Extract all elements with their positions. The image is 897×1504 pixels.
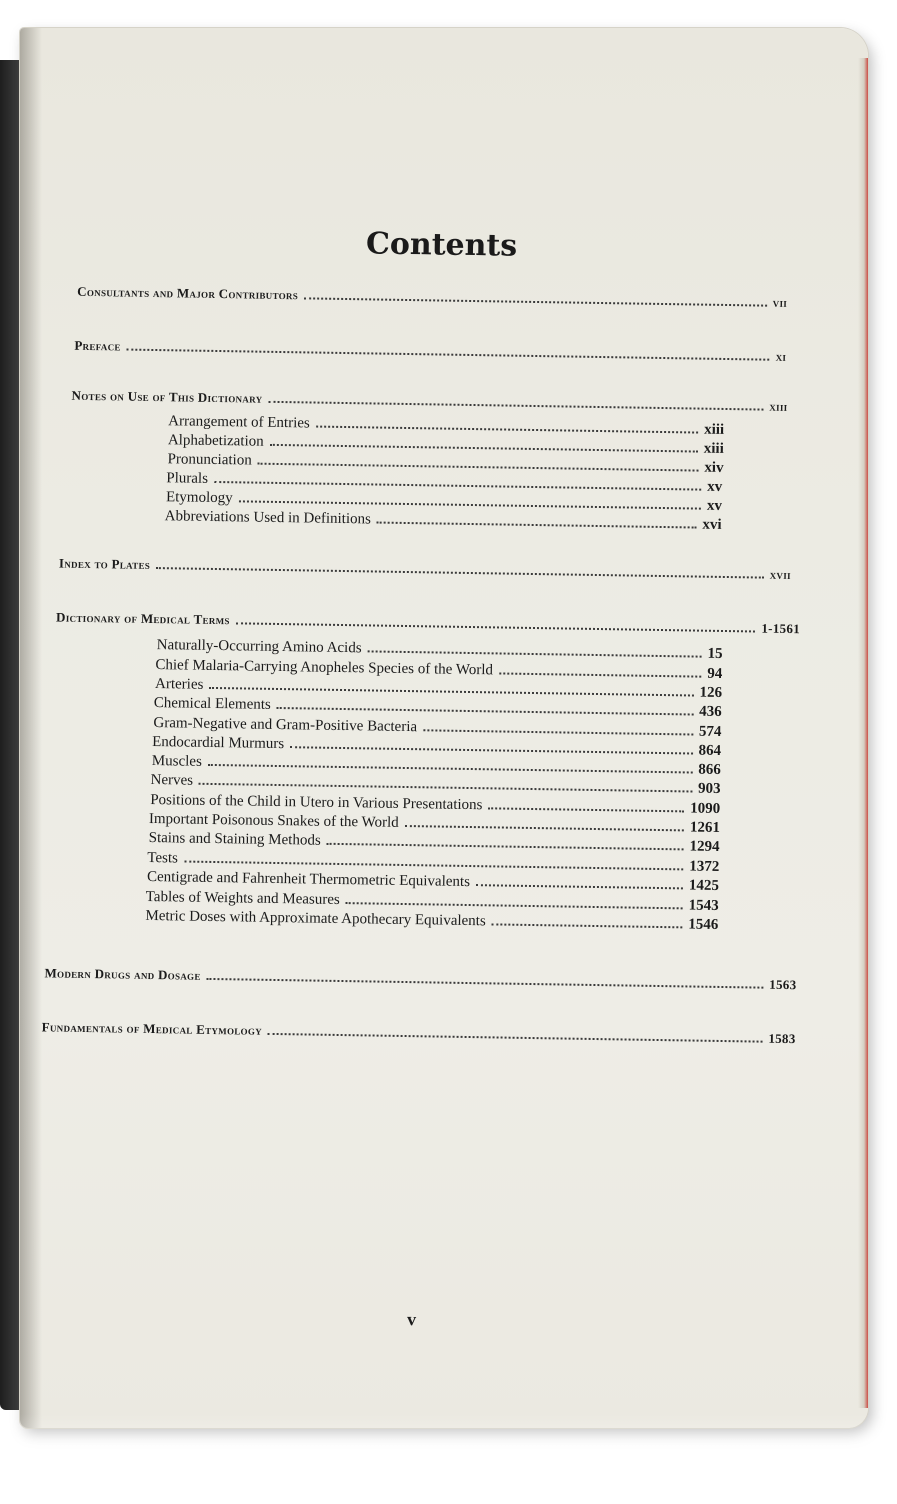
toc-subentry-page: 864 (698, 742, 722, 759)
toc-subentry-label: Metric Doses with Approximate Apothecary Equivalents (145, 907, 486, 930)
toc-entry (71, 388, 787, 415)
toc-subentry-page: xiv (704, 459, 724, 476)
toc-subentry-page: xvi (702, 516, 722, 533)
toc-subentry-label: Plurals (166, 470, 209, 487)
dot-leader (184, 861, 683, 871)
page-number: v (406, 1309, 417, 1330)
toc-entry-page: 1-1561 (761, 620, 801, 637)
toc-subentry-label: Chief Malaria-Carrying Anopheles Species of the World (155, 657, 494, 679)
dot-leader (258, 463, 699, 472)
toc-subentry-page: 574 (698, 723, 722, 740)
toc-entry-label: Fundamentals of Medical Etymology (41, 1019, 263, 1038)
toc-subentry-label: Tests (147, 849, 179, 867)
toc-subentry-label: Pronunciation (167, 451, 252, 469)
toc-subentry-page: xiii (703, 440, 724, 457)
toc-entry-page: 1583 (768, 1030, 796, 1047)
toc-subentry-label: Important Poisonous Snakes of the World (148, 810, 399, 831)
dot-leader (270, 444, 698, 453)
dot-leader (209, 687, 693, 697)
dot-leader (127, 349, 770, 361)
dot-leader (488, 807, 684, 812)
toc-entry-label: Consultants and Major Contributors (77, 283, 299, 303)
toc-subentry-label: Naturally-Occurring Amino Acids (156, 637, 362, 657)
dot-leader (214, 481, 701, 491)
dot-leader (499, 672, 701, 677)
toc-subentry-label: Muscles (151, 753, 202, 770)
toc-entry (44, 965, 796, 993)
toc-entry-label: Preface (74, 337, 121, 354)
toc-subentry-page: 1543 (688, 897, 719, 914)
toc-subentry-page: 903 (697, 780, 721, 797)
toc-subentry-label: Positions of the Child in Utero in Various Presentations (150, 791, 483, 814)
toc-subentry-page: 1546 (688, 916, 719, 933)
dot-leader (346, 902, 683, 909)
toc-subentry-page: 866 (698, 761, 721, 778)
toc-entry (77, 284, 787, 311)
dot-leader (239, 500, 701, 509)
toc-entry-page: xvii (769, 566, 791, 583)
dot-leader (277, 707, 693, 716)
toc-entry (74, 338, 786, 365)
toc-subentry-label: Abbreviations Used in Definitions (164, 508, 372, 528)
dot-leader (207, 978, 764, 989)
dot-leader (290, 746, 692, 754)
dot-leader (405, 825, 684, 831)
toc-entry-page: xiii (769, 398, 788, 414)
dot-leader (268, 401, 763, 411)
dot-leader (327, 843, 684, 851)
book-page (20, 28, 868, 1428)
toc-subentry-label: Arrangement of Entries (168, 413, 310, 432)
toc-subentry-page: 15 (707, 645, 723, 662)
toc-subentry-page: xv (707, 478, 723, 495)
toc-subentry-page: 436 (699, 703, 722, 720)
dot-leader (377, 522, 697, 529)
toc-subentry-page: 126 (699, 684, 723, 701)
contents-block (20, 28, 868, 1428)
page-title: Contents (365, 226, 518, 264)
toc-subentry-page: xv (706, 497, 723, 514)
toc-subentry-label: Etymology (165, 489, 233, 507)
toc-subentry-page: 1372 (689, 858, 720, 875)
toc-subentry-page: 1294 (689, 838, 720, 855)
dot-leader (368, 650, 702, 657)
dot-leader (236, 622, 756, 632)
dot-leader (476, 884, 683, 889)
toc-entry (59, 556, 791, 583)
toc-subentry-label: Endocardial Murmurs (152, 734, 285, 753)
toc-entry-label: Index to Plates (58, 555, 151, 572)
toc-subentry-page: 1261 (689, 819, 721, 836)
toc-entry-label: Dictionary of Medical Terms (56, 609, 230, 628)
toc-entry-label: Modern Drugs and Dosage (44, 965, 201, 983)
toc-subentry-label: Arteries (154, 676, 204, 693)
toc-subentry-label: Stains and Staining Methods (148, 829, 321, 849)
toc-subentry-page: xiii (704, 421, 725, 438)
toc-entry-page: xi (775, 348, 787, 364)
toc-subentry-page: 1425 (688, 877, 720, 894)
toc-subentry-label: Centigrade and Fahrenheit Thermometric Equivalents (146, 868, 471, 891)
background-fade (0, 1414, 897, 1504)
toc-subentry-label: Nerves (150, 772, 194, 789)
dot-leader (199, 783, 692, 793)
dot-leader (492, 923, 683, 928)
dot-leader (316, 426, 698, 434)
dot-leader (304, 297, 767, 306)
toc-entry-page: 1563 (769, 976, 797, 993)
toc-subentry-label: Alphabetization (167, 432, 264, 450)
toc-subentry-label: Chemical Elements (153, 695, 271, 713)
toc-subentry-label: Gram-Negative and Gram-Positive Bacteria (153, 715, 418, 736)
dot-leader (208, 764, 692, 774)
toc-entry (42, 1019, 796, 1047)
toc-subentry-page: 94 (707, 665, 723, 682)
toc-subentry-label: Tables of Weights and Measures (145, 888, 340, 908)
toc-subentry-page: 1090 (690, 800, 721, 817)
dot-leader (268, 1033, 762, 1043)
toc-entry-page: vii (772, 294, 788, 310)
dot-leader (423, 729, 693, 735)
toc-entry-label: Notes on Use of This Dictionary (71, 387, 263, 406)
dot-leader (156, 567, 764, 579)
toc-entry (56, 609, 800, 637)
